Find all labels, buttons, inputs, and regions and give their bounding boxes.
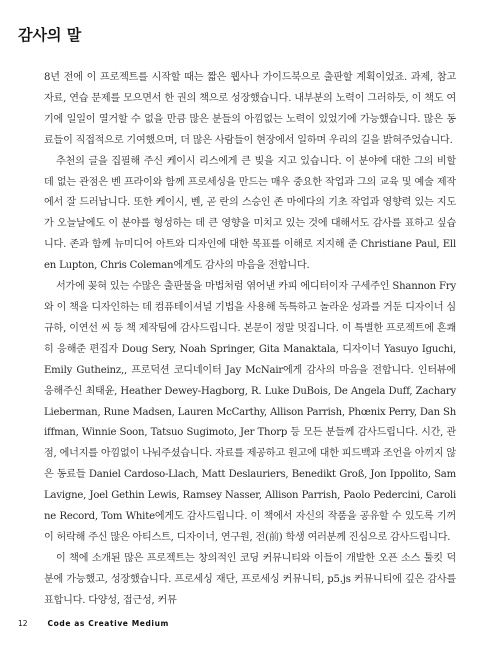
book-title: Code as Creative Medium xyxy=(47,619,169,628)
paragraph: 추천의 글을 집필해 주신 케이시 리스에게 큰 빚을 지고 있습니다. 이 분야에 대한 그의 비할 데 없는 관점은 벤 프라이와 함께 프로세싱을 만드는 매우 중요한 작업과 그의 교육 및 예술 제작에서 잘 드러납니다. 또한 케이시, 벤, 곧 란의 스승인 존 마에다의 기초 작업과 영향력 있는 지도가 오늘날에도 이 분야를 형성하는 데 큰 영향을 미치고 있는 것에 대해서도 감사를 표하고 싶습니다. 존과 함께 뉴미디어 아트와 디자인에 대한 목표를 이해로 지지해 준 Christiane Paul, Ellen Lupton, Chris Coleman에게도 감사의 마음을 전합니다. xyxy=(44,155,456,272)
page-title: 감사의 말 xyxy=(18,26,82,44)
paragraph: 이 책에 소개된 많은 프로젝트는 창의적인 코딩 커뮤니티와 이들이 개발한 오픈 소스 툴킷 덕분에 가능했고, 성장했습니다. 프로세싱 재단, 프로세싱 커뮤니티, p5.js 커뮤니티에 깊은 감사를 표합니다. 다양성, 접근성, 커뮤 xyxy=(44,552,456,606)
paragraph: 8년 전에 이 프로젝트를 시작할 때는 짧은 웹사나 가이드북으로 출판할 계획이었죠. 과제, 참고 자료, 연습 문제를 모으면서 한 권의 책으로 성장했습니다. 내부분의 노력이 그러하듯, 이 책도 여기에 일일이 열거할 수 없을 만큼 많은 분들의 아낌없는 노력이 있었기에 가능했습니다. 많은 동료들이 직접적으로 기여했으며, 더 많은 사람들이 현장에서 일하며 우리의 길을 밝혀주었습니다. xyxy=(44,72,456,146)
page-number: 12 xyxy=(18,619,28,628)
body-text xyxy=(44,68,456,612)
page-footer xyxy=(18,619,169,628)
paragraph: 서가에 꽂혀 있는 수많은 출판물을 마법처럼 엮어낸 카피 에디터이자 구세주인 Shannon Fry와 이 책을 디자인하는 데 컴퓨테이셔널 기법을 사용해 독특하고 놀라운 성과를 거둔 디자이너 심규하, 이연선 씨 등 책 제작팀에 감사드립니다. 본문이 정말 멋집니다. 이 특별한 프로젝트에 흔쾌히 응해준 편집자 Doug Sery, Noah Springer, Gita Manaktala, 디자이너 Yasuyo Iguchi, Emily Gutheinz,, 프로덕션 코디네이터 Jay McNair에게 감사의 마음을 전합니다. 인터뷰에 응해주신 최태윤, Heather Dewey-Hagborg, R. Luke DuBois, De Angela Duff, Zachary Lieberman, Rune Madsen, Lauren McCarthy, Allison Parrish, Phœnix Perry, Dan Shiffman, Winnie Soon, Tatsuo Sugimoto, Jer Thorp 등 모든 분들께 감사드립니다. 시간, 관점, 에너지를 아낌없이 나눠주셨습니다. 자료를 제공하고 원고에 대한 피드백과 조언을 아끼지 않은 동료들 Daniel Cardoso-Llach, Matt Deslauriers, Benedikt Groß, Jon Ippolito, Sam Lavigne, Joel Gethin Lewis, Ramsey Nasser, Allison Parrish, Paolo Pedercini, Caroline Record, Tom White에게도 감사드립니다. 이 책에서 자신의 작품을 공유할 수 있도록 기꺼이 허락해 주신 많은 아티스트, 디자이너, 연구원, 전(前) 학생 여러분께 진심으로 감사드립니다. xyxy=(44,281,456,543)
